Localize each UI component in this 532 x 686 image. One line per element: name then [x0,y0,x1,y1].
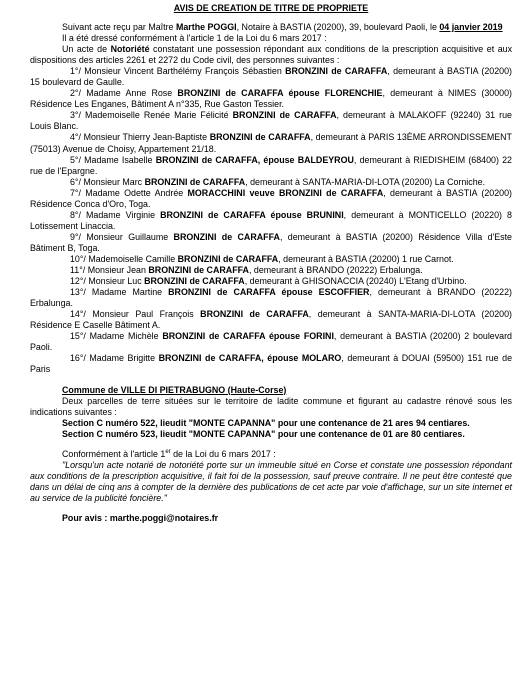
person-item: 2°/ Madame Anne Rose BRONZINI de CARAFFA épouse FLORENCHIE, demeurant à NIMES (30000) Résidence Les Enganes, Bâtiment A n°335, Rue Gaston Tessier. [30,88,512,110]
notice-title: AVIS DE CREATION DE TITRE DE PROPRIETE [173,3,369,13]
parcel-item: Section C numéro 523, lieudit "MONTE CAPANNA" pour une contenance de 01 are 80 centiares. [62,428,465,439]
person-item: 9°/ Monsieur Guillaume BRONZINI de CARAFFA, demeurant à BASTIA (20200) Résidence Villa d'Este Bâtiment B, Toga. [30,231,512,253]
person-item: 4°/ Monsieur Thierry Jean-Baptiste BRONZINI de CARAFFA, demeurant à PARIS 13ÈME ARRONDISSEMENT (75013) Avenue de Choisy, Appartement 21/18. [30,132,512,154]
intro-paragraph: Suivant acte reçu par Maître Marthe POGGI, Notaire à BASTIA (20200), 39, boulevard Paoli, le 04 janvier 2019 [62,22,503,32]
parcel-item: Section C numéro 522, lieudit "MONTE CAPANNA" pour une contenance de 21 ares 94 centiares. [62,417,470,428]
person-item: 7°/ Madame Odette Andrée MORACCHINI veuve BRONZINI de CARAFFA, demeurant à BASTIA (20200) Résidence Conca d'Oro, Toga. [30,187,512,209]
notary-name: Marthe POGGI [175,22,237,32]
person-item: 16°/ Madame Brigitte BRONZINI de CARAFFA, épouse MOLARO, demeurant à DOUAI (59500) 151 rue de Paris [30,353,513,375]
person-item: 12°/ Monsieur Luc BRONZINI de CARAFFA, demeurant à GHISONACCIA (20240) L'Etang d'Urbino. [70,276,467,287]
person-item: 13°/ Madame Martine BRONZINI de CARAFFA épouse ESCOFFIER, demeurant à BRANDO (20222) Erbalunga. [30,287,512,309]
persons-list [30,66,512,375]
contact-email: Pour avis : marthe.poggi@notaires.fr [62,512,219,523]
law-quote: "Lorsqu'un acte notarié de notoriété porte sur un immeuble situé en Corse et constate une possession répondant aux conditions de la prescription acquisitive, il fait foi de la possession, sauf preuve contraire. Il ne peut être contesté que dans un délai de cinq ans à compter de la dernière des publications de cet acte par voie d'affichage, sur un site internet et au service de la publicité foncière." [30,459,512,503]
parcel-description: Deux parcelles de terre situées sur le territoire de ladite commune et figurant au cadastre rénové sous les indications suivantes : [30,395,512,417]
commune-heading: Commune de VILLE DI PIETRABUGNO (Haute-Corse) [62,384,287,395]
person-item: 3°/ Mademoiselle Renée Marie Félicité BRONZINI de CARAFFA, demeurant à MALAKOFF (92240) 31 rue Louis Blanc. [30,110,512,132]
act-date: 04 janvier 2019 [439,22,503,32]
person-item: 6°/ Monsieur Marc BRONZINI de CARAFFA, demeurant à SANTA-MARIA-DI-LOTA (20200) La Corniche. [70,176,486,187]
notoriety-paragraph: Un acte de Notoriété constatant une possession répondant aux conditions de la prescription acquisitive et aux dispositions des articles 2261 et 2272 du Code civil, des personnes suivantes : [30,44,513,66]
person-item: 8°/ Madame Virginie BRONZINI de CARAFFA épouse BRUNINI, demeurant à MONTICELLO (20220) 8 Lotissement Linaccia. [30,209,512,231]
person-item: 10°/ Mademoiselle Camille BRONZINI de CARAFFA, demeurant à BASTIA (20200) 1 rue Carnot. [70,253,454,264]
person-item: 5°/ Madame Isabelle BRONZINI de CARAFFA, épouse BALDEYROU, demeurant à RIEDISHEIM (68400) 22 rue de l'Epargne. [30,154,512,176]
person-item: 1°/ Monsieur Vincent Barthélémy François Sébastien BRONZINI de CARAFFA, demeurant à BASTIA (20200) 15 boulevard de Gaulle. [30,66,512,88]
law-article: Conformément à l'article 1er de la Loi du 6 mars 2017 : [62,448,276,459]
person-item: 11°/ Monsieur Jean BRONZINI de CARAFFA, demeurant à BRANDO (20222) Erbalunga. [70,265,423,276]
person-item: 15°/ Madame Michèle BRONZINI de CARAFFA épouse FORINI, demeurant à BASTIA (20200) 2 boulevard Paoli. [30,331,512,353]
law-reference: Il a été dressé conformément à l'article 1 de la Loi du 6 mars 2017 : [62,33,327,44]
person-item: 14°/ Monsieur Paul François BRONZINI de CARAFFA, demeurant à SANTA-MARIA-DI-LOTA (20200) Résidence E Caselle Bâtiment A. [30,309,512,331]
